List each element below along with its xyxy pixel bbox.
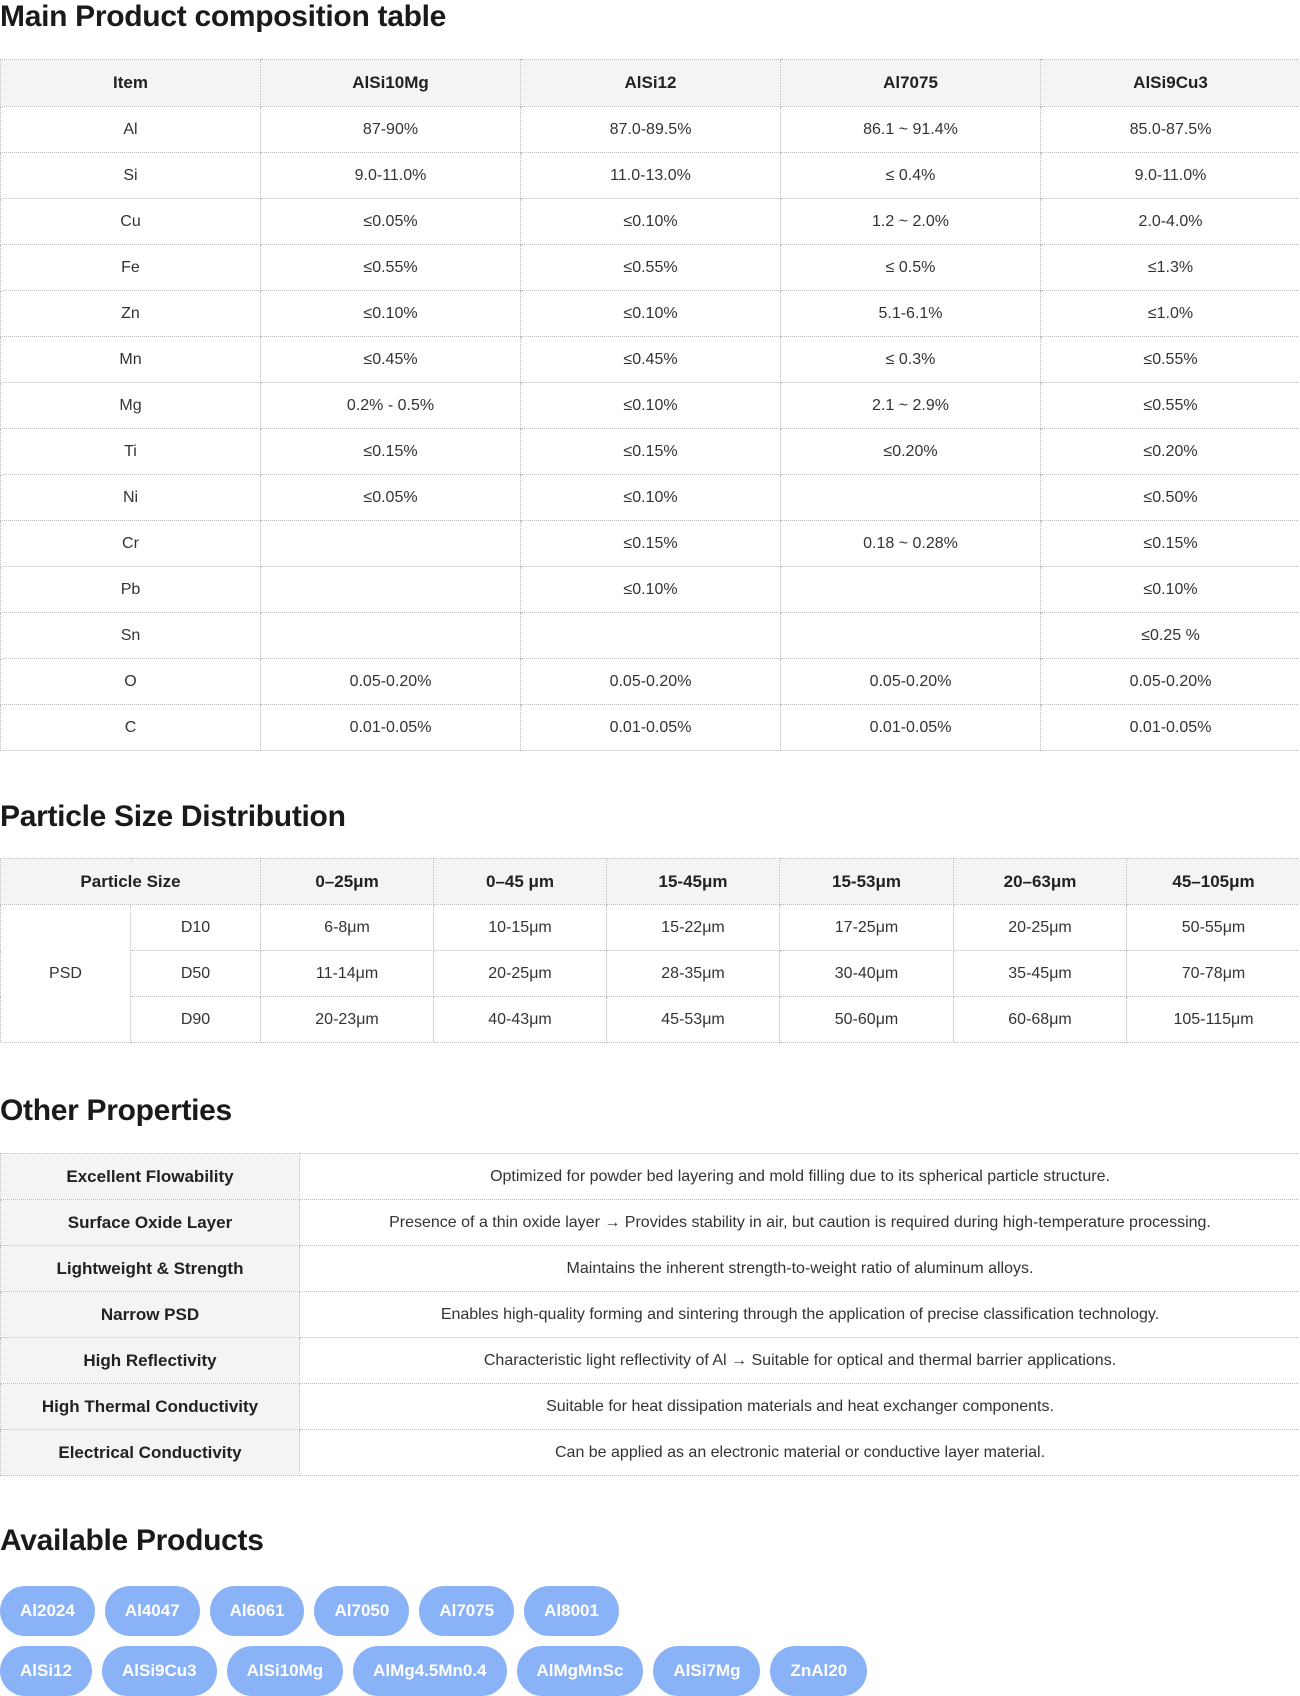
composition-value-cell: 0.2% - 0.5% [261,383,521,429]
composition-value-cell: 0.05-0.20% [781,659,1041,705]
element-name-cell: Sn [1,613,261,659]
psd-header-size: 15-53μm [780,859,954,905]
table-row [1,1430,1300,1476]
element-name-cell: Si [1,153,261,199]
composition-value-cell [781,475,1041,521]
element-name-cell: Zn [1,291,261,337]
composition-value-cell: 87-90% [261,107,521,153]
psd-header-size: 15-45μm [607,859,780,905]
psd-header-label: Particle Size [1,859,261,905]
composition-value-cell: 1.2 ~ 2.0% [781,199,1041,245]
table-row [1,475,1300,521]
property-label: Narrow PSD [1,1292,300,1338]
composition-value-cell: 0.01-0.05% [521,705,781,751]
composition-value-cell: ≤0.55% [1041,337,1300,383]
product-chip[interactable]: Al8001 [524,1586,619,1636]
element-name-cell: Mn [1,337,261,383]
composition-value-cell [781,567,1041,613]
composition-value-cell: ≤0.55% [1041,383,1300,429]
element-name-cell: Cu [1,199,261,245]
composition-value-cell: 0.01-0.05% [261,705,521,751]
composition-value-cell [261,521,521,567]
composition-value-cell: 86.1 ~ 91.4% [781,107,1041,153]
composition-value-cell [261,613,521,659]
composition-value-cell: 0.05-0.20% [261,659,521,705]
composition-value-cell: ≤0.05% [261,475,521,521]
composition-value-cell: ≤0.10% [521,475,781,521]
psd-value-cell: 35-45μm [954,951,1127,997]
psd-title: Particle Size Distribution [0,800,346,833]
product-chip[interactable]: AlSi9Cu3 [102,1646,217,1696]
psd-value-cell: 40-43μm [434,997,607,1043]
table-row [1,521,1300,567]
psd-value-cell: 50-55μm [1127,905,1300,951]
psd-header-size: 45–105μm [1127,859,1300,905]
psd-table [0,858,1300,1043]
table-row [1,659,1300,705]
property-label: Surface Oxide Layer [1,1200,300,1246]
property-description: Presence of a thin oxide layer → Provides stability in air, but caution is required during high-temperature processing. [300,1200,1300,1246]
composition-value-cell: ≤0.10% [521,567,781,613]
property-description: Suitable for heat dissipation materials and heat exchanger components. [300,1384,1300,1430]
composition-value-cell: ≤1.3% [1041,245,1300,291]
composition-value-cell: 0.18 ~ 0.28% [781,521,1041,567]
composition-title: Main Product composition table [0,0,447,33]
composition-value-cell: ≤0.15% [521,429,781,475]
composition-header-alsi10mg: AlSi10Mg [261,60,521,107]
composition-value-cell: ≤0.20% [781,429,1041,475]
products-row-1 [0,1586,1300,1636]
table-row [1,337,1300,383]
table-row [1,905,1300,951]
table-row [1,245,1300,291]
property-label: Excellent Flowability [1,1154,300,1200]
table-row [1,199,1300,245]
element-name-cell: C [1,705,261,751]
table-row [1,153,1300,199]
psd-row-label: D90 [131,997,261,1043]
table-row [1,107,1300,153]
properties-body [1,1154,1300,1476]
composition-value-cell: ≤0.25 % [1041,613,1300,659]
composition-value-cell: 0.01-0.05% [781,705,1041,751]
properties-table [0,1153,1300,1476]
composition-value-cell: ≤0.20% [1041,429,1300,475]
product-chip[interactable]: Al7075 [419,1586,514,1636]
product-chip[interactable]: AlSi7Mg [653,1646,760,1696]
element-name-cell: Ti [1,429,261,475]
product-chip[interactable]: AlMgMnSc [517,1646,644,1696]
psd-value-cell: 20-23μm [261,997,434,1043]
psd-header-size: 0–25μm [261,859,434,905]
element-name-cell: Al [1,107,261,153]
table-row [1,613,1300,659]
composition-value-cell: 2.1 ~ 2.9% [781,383,1041,429]
composition-value-cell: 0.05-0.20% [521,659,781,705]
property-label: High Thermal Conductivity [1,1384,300,1430]
psd-row-label: D50 [131,951,261,997]
composition-value-cell: 0.05-0.20% [1041,659,1300,705]
products-title: Available Products [0,1524,264,1557]
element-name-cell: O [1,659,261,705]
composition-value-cell: ≤ 0.5% [781,245,1041,291]
composition-value-cell: ≤0.10% [521,383,781,429]
table-row [1,567,1300,613]
property-label: Lightweight & Strength [1,1246,300,1292]
composition-value-cell: 5.1-6.1% [781,291,1041,337]
composition-header-alsi12: AlSi12 [521,60,781,107]
psd-body [1,905,1300,1043]
psd-value-cell: 45-53μm [607,997,780,1043]
element-name-cell: Pb [1,567,261,613]
product-chip[interactable]: Al7050 [314,1586,409,1636]
composition-header-alsi9cu3: AlSi9Cu3 [1041,60,1300,107]
table-row [1,1292,1300,1338]
composition-header-row [1,60,1300,107]
psd-group-label: PSD [1,905,131,1043]
table-row [1,1338,1300,1384]
composition-value-cell: ≤0.10% [521,199,781,245]
psd-value-cell: 11-14μm [261,951,434,997]
psd-value-cell: 28-35μm [607,951,780,997]
composition-value-cell: 0.01-0.05% [1041,705,1300,751]
composition-value-cell: 87.0-89.5% [521,107,781,153]
psd-value-cell: 50-60μm [780,997,954,1043]
composition-value-cell: 9.0-11.0% [261,153,521,199]
product-chip[interactable]: AlMg4.5Mn0.4 [353,1646,506,1696]
composition-table [0,59,1300,751]
composition-value-cell: ≤0.10% [261,291,521,337]
composition-value-cell: ≤1.0% [1041,291,1300,337]
composition-value-cell [521,613,781,659]
element-name-cell: Cr [1,521,261,567]
product-chip[interactable]: Al4047 [105,1586,200,1636]
composition-value-cell: ≤0.10% [521,291,781,337]
psd-value-cell: 20-25μm [434,951,607,997]
composition-value-cell [781,613,1041,659]
composition-value-cell: ≤0.45% [261,337,521,383]
composition-value-cell: 85.0-87.5% [1041,107,1300,153]
composition-value-cell: ≤0.45% [521,337,781,383]
table-row [1,1200,1300,1246]
composition-value-cell: ≤0.05% [261,199,521,245]
property-label: High Reflectivity [1,1338,300,1384]
composition-value-cell: ≤0.55% [521,245,781,291]
composition-value-cell: 2.0-4.0% [1041,199,1300,245]
table-row [1,1384,1300,1430]
psd-value-cell: 15-22μm [607,905,780,951]
composition-header-item: Item [1,60,261,107]
property-description: Can be applied as an electronic material or conductive layer material. [300,1430,1300,1476]
table-row [1,1154,1300,1200]
psd-header-size: 0–45 μm [434,859,607,905]
table-row [1,383,1300,429]
psd-header-size: 20–63μm [954,859,1127,905]
products-row-2 [0,1646,1300,1696]
composition-value-cell: 11.0-13.0% [521,153,781,199]
composition-value-cell: ≤ 0.3% [781,337,1041,383]
psd-value-cell: 70-78μm [1127,951,1300,997]
psd-value-cell: 10-15μm [434,905,607,951]
psd-value-cell: 30-40μm [780,951,954,997]
psd-row-label: D10 [131,905,261,951]
composition-value-cell: ≤0.15% [521,521,781,567]
composition-header-al7075: Al7075 [781,60,1041,107]
composition-value-cell [261,567,521,613]
composition-value-cell: ≤ 0.4% [781,153,1041,199]
composition-value-cell: ≤0.10% [1041,567,1300,613]
property-description: Characteristic light reflectivity of Al → Suitable for optical and thermal barrier applications. [300,1338,1300,1384]
product-chip[interactable]: AlSi12 [0,1646,92,1696]
product-chip[interactable]: Al2024 [0,1586,95,1636]
composition-value-cell: ≤0.15% [261,429,521,475]
composition-value-cell: ≤0.50% [1041,475,1300,521]
table-row [1,951,1300,997]
table-row [1,429,1300,475]
psd-value-cell: 60-68μm [954,997,1127,1043]
psd-value-cell: 20-25μm [954,905,1127,951]
element-name-cell: Fe [1,245,261,291]
psd-value-cell: 17-25μm [780,905,954,951]
table-row [1,291,1300,337]
composition-body [1,107,1300,751]
product-chip[interactable]: Al6061 [210,1586,305,1636]
table-row [1,705,1300,751]
table-row [1,1246,1300,1292]
composition-value-cell: ≤0.15% [1041,521,1300,567]
psd-header-row [1,859,1300,905]
product-chip[interactable]: AlSi10Mg [227,1646,344,1696]
psd-value-cell: 6-8μm [261,905,434,951]
element-name-cell: Mg [1,383,261,429]
product-chip[interactable]: ZnAl20 [770,1646,867,1696]
table-row [1,997,1300,1043]
property-description: Enables high-quality forming and sintering through the application of precise classification technology. [300,1292,1300,1338]
property-description: Optimized for powder bed layering and mold filling due to its spherical particle structure. [300,1154,1300,1200]
psd-value-cell: 105-115μm [1127,997,1300,1043]
composition-value-cell: ≤0.55% [261,245,521,291]
property-description: Maintains the inherent strength-to-weight ratio of aluminum alloys. [300,1246,1300,1292]
properties-title: Other Properties [0,1094,232,1127]
element-name-cell: Ni [1,475,261,521]
property-label: Electrical Conductivity [1,1430,300,1476]
composition-value-cell: 9.0-11.0% [1041,153,1300,199]
